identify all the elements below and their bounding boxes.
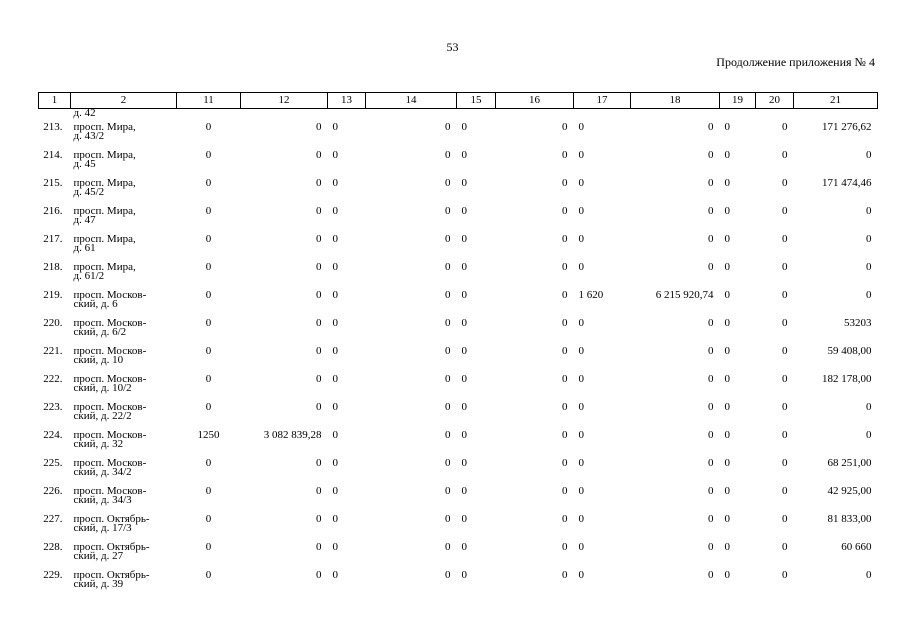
value-cell: 0 <box>866 205 872 217</box>
value-cell: 0 <box>562 373 568 385</box>
page-number: 53 <box>446 40 459 54</box>
value-cell: 0 <box>445 261 451 273</box>
value-cell: 0 <box>316 205 322 217</box>
value-cell: 0 <box>578 457 584 469</box>
value-cell: 0 <box>782 457 788 469</box>
address-line-1: просп. Москов- <box>73 429 147 441</box>
value-cell: 0 <box>445 233 451 245</box>
value-cell: 0 <box>205 233 212 245</box>
row-number: 215. <box>43 177 63 189</box>
address-line-1: просп. Москов- <box>73 457 147 469</box>
address-line-2: ский, д. 17/3 <box>73 522 132 534</box>
value-cell: 0 <box>461 149 467 161</box>
value-cell: 0 <box>578 569 584 581</box>
address-line-1: просп. Мира, <box>73 261 136 273</box>
value-cell: 0 <box>316 233 322 245</box>
value-cell: 0 <box>708 513 714 525</box>
value-cell: 0 <box>578 513 584 525</box>
value-cell: 0 <box>724 205 730 217</box>
value-cell: 0 <box>724 485 730 497</box>
address-line-1: просп. Октябрь- <box>73 569 150 581</box>
table-row <box>39 123 878 151</box>
address-cell <box>71 515 177 543</box>
value-cell: 0 <box>332 317 338 329</box>
address-cell <box>71 347 177 375</box>
address-line-2: д. 61/2 <box>73 270 105 282</box>
value-cell: 0 <box>562 205 568 217</box>
value-cell: 0 <box>782 205 788 217</box>
value-cell: 0 <box>316 569 322 581</box>
value-cell: 0 <box>708 429 714 441</box>
value-cell: 0 <box>332 121 338 133</box>
address-cell <box>71 459 177 487</box>
column-header: 15 <box>457 93 496 109</box>
value-cell: 0 <box>866 569 872 581</box>
value-cell: 0 <box>332 233 338 245</box>
value-cell: 0 <box>708 345 714 357</box>
value-cell: 0 <box>578 373 584 385</box>
address-line-2: ский, д. 34/3 <box>73 494 132 506</box>
table-row <box>39 263 878 291</box>
row-number: 226. <box>43 485 63 497</box>
value-cell: 0 <box>445 345 451 357</box>
address-line-2: ский, д. 22/2 <box>73 410 132 422</box>
address-line-2: ский, д. 27 <box>73 550 124 562</box>
address-line-1: просп. Москов- <box>73 373 147 385</box>
value-cell: 0 <box>461 345 467 357</box>
table-row <box>39 375 878 403</box>
row-number: 218. <box>43 261 63 273</box>
address-cell <box>71 319 177 347</box>
address-line-1: просп. Москов- <box>73 401 147 413</box>
value-cell: 0 <box>461 261 467 273</box>
value-cell: 0 <box>205 177 212 189</box>
address-line-1: просп. Москов- <box>73 345 147 357</box>
row-number: 213. <box>43 121 63 133</box>
value-cell: 0 <box>724 373 730 385</box>
value-cell: 0 <box>316 317 322 329</box>
value-cell: 0 <box>461 205 467 217</box>
table-row <box>39 459 878 487</box>
value-cell: 0 <box>332 513 338 525</box>
value-cell: 0 <box>461 289 467 301</box>
value-cell: 0 <box>578 205 584 217</box>
value-cell: 0 <box>562 317 568 329</box>
value-cell: 0 <box>782 149 788 161</box>
value-cell: 0 <box>205 457 212 469</box>
value-cell: 0 <box>708 261 714 273</box>
value-cell: 0 <box>578 485 584 497</box>
value-cell: 0 <box>332 345 338 357</box>
address-line-1: просп. Октябрь- <box>73 541 150 553</box>
table-row <box>39 515 878 543</box>
address-cell <box>71 123 177 151</box>
address-cell <box>71 403 177 431</box>
value-cell: 0 <box>866 233 872 245</box>
value-cell: 0 <box>578 149 584 161</box>
value-cell: 0 <box>461 569 467 581</box>
value-cell: 53203 <box>844 317 872 329</box>
value-cell: 0 <box>578 541 584 553</box>
value-cell: 0 <box>782 541 788 553</box>
value-cell: 0 <box>461 541 467 553</box>
value-cell: 0 <box>445 541 451 553</box>
table-row <box>39 207 878 235</box>
table-row <box>39 487 878 515</box>
value-cell: 0 <box>205 121 212 133</box>
value-cell: 0 <box>578 121 584 133</box>
value-cell: 0 <box>708 485 714 497</box>
value-cell: 0 <box>724 457 730 469</box>
value-cell: 0 <box>445 457 451 469</box>
value-cell: 0 <box>724 289 730 301</box>
value-cell: 0 <box>578 401 584 413</box>
row-number: 222. <box>43 373 63 385</box>
address-cell <box>71 487 177 515</box>
address-line-1: просп. Мира, <box>73 149 136 161</box>
appendix-continuation-label: Продолжение приложения № 4 <box>716 55 875 69</box>
value-cell: 0 <box>782 345 788 357</box>
value-cell: 171 474,46 <box>822 177 872 189</box>
value-cell: 0 <box>578 261 584 273</box>
column-header: 13 <box>328 93 366 109</box>
table-row <box>39 151 878 179</box>
table-row <box>39 235 878 263</box>
table-row <box>39 347 878 375</box>
table-row <box>39 403 878 431</box>
address-cell <box>71 291 177 319</box>
value-cell: 0 <box>724 121 730 133</box>
value-cell: 0 <box>461 513 467 525</box>
address-line-2: ский, д. 6/2 <box>73 326 127 338</box>
value-cell: 0 <box>782 513 788 525</box>
value-cell: 0 <box>782 429 788 441</box>
value-cell: 0 <box>332 401 338 413</box>
value-cell: 0 <box>316 345 322 357</box>
value-cell: 0 <box>205 569 212 581</box>
value-cell: 42 925,00 <box>827 485 872 497</box>
value-cell: 68 251,00 <box>827 457 872 469</box>
value-cell: 59 408,00 <box>827 345 872 357</box>
value-cell: 0 <box>724 513 730 525</box>
value-cell: 1250 <box>197 429 220 441</box>
address-line-2: д. 45 <box>73 158 96 170</box>
value-cell: 0 <box>724 429 730 441</box>
row-number: 227. <box>43 513 63 525</box>
value-cell: 0 <box>461 401 467 413</box>
value-cell: 0 <box>562 233 568 245</box>
address-cell <box>71 431 177 459</box>
value-cell: 0 <box>316 485 322 497</box>
value-cell: 6 215 920,74 <box>655 289 714 301</box>
value-cell: 0 <box>461 121 467 133</box>
address-line-2: д. 45/2 <box>73 186 105 198</box>
value-cell: 81 833,00 <box>827 513 872 525</box>
value-cell: 0 <box>578 345 584 357</box>
value-cell: 0 <box>461 457 467 469</box>
data-table <box>38 92 878 599</box>
value-cell: 0 <box>332 569 338 581</box>
value-cell: 0 <box>866 149 872 161</box>
value-cell: 0 <box>332 373 338 385</box>
header-row <box>39 93 878 109</box>
value-cell: 0 <box>316 177 322 189</box>
value-cell: 0 <box>445 121 451 133</box>
value-cell: 0 <box>316 541 322 553</box>
table-row <box>39 109 878 124</box>
value-cell: 182 178,00 <box>822 373 872 385</box>
row-number: 219. <box>43 289 63 301</box>
address-cell <box>71 235 177 263</box>
value-cell: 0 <box>578 429 584 441</box>
value-cell: 0 <box>708 205 714 217</box>
value-cell: 0 <box>461 373 467 385</box>
value-cell: 0 <box>445 513 451 525</box>
value-cell: 0 <box>445 149 451 161</box>
address-cell <box>71 375 177 403</box>
value-cell: 0 <box>782 569 788 581</box>
column-header: 21 <box>794 93 878 109</box>
column-header: 20 <box>756 93 794 109</box>
value-cell: 0 <box>708 317 714 329</box>
column-header: 2 <box>71 93 177 109</box>
row-number: 216. <box>43 205 63 217</box>
table-row <box>39 543 878 571</box>
value-cell: 0 <box>724 317 730 329</box>
value-cell: 0 <box>708 569 714 581</box>
value-cell: 0 <box>708 541 714 553</box>
value-cell: 0 <box>562 541 568 553</box>
value-cell: 0 <box>866 401 872 413</box>
value-cell: 0 <box>332 541 338 553</box>
value-cell: 0 <box>332 177 338 189</box>
value-cell: 171 276,62 <box>822 121 872 133</box>
address-cell <box>71 207 177 235</box>
address-cell <box>71 263 177 291</box>
value-cell: 0 <box>562 569 568 581</box>
address-line-2: д. 61 <box>73 242 96 254</box>
value-cell: 60 660 <box>841 541 872 553</box>
address-line-2: ский, д. 10/2 <box>73 382 132 394</box>
row-number: 223. <box>43 401 63 413</box>
value-cell: 0 <box>445 317 451 329</box>
value-cell: 0 <box>708 401 714 413</box>
value-cell: 0 <box>332 205 338 217</box>
value-cell: 0 <box>724 177 730 189</box>
value-cell: 0 <box>205 317 212 329</box>
value-cell: 0 <box>782 121 788 133</box>
value-cell: 0 <box>445 289 451 301</box>
value-cell: 0 <box>316 373 322 385</box>
column-header: 11 <box>177 93 241 109</box>
address-line-2: ский, д. 39 <box>73 578 124 590</box>
address-line-2: ский, д. 32 <box>73 438 124 450</box>
value-cell: 0 <box>562 457 568 469</box>
value-cell: 0 <box>445 485 451 497</box>
row-number: 220. <box>43 317 63 329</box>
value-cell: 0 <box>316 149 322 161</box>
value-cell: 0 <box>782 317 788 329</box>
value-cell: 0 <box>866 261 872 273</box>
value-cell: 0 <box>782 289 788 301</box>
value-cell: 0 <box>332 485 338 497</box>
value-cell: 0 <box>724 149 730 161</box>
value-cell: 0 <box>578 317 584 329</box>
address-cell: д. 42 <box>73 107 96 119</box>
table-row <box>39 319 878 347</box>
table-row <box>39 571 878 599</box>
value-cell: 0 <box>782 177 788 189</box>
address-cell <box>71 543 177 571</box>
value-cell: 0 <box>205 261 212 273</box>
value-cell: 0 <box>782 261 788 273</box>
row-number: 217. <box>43 233 63 245</box>
value-cell: 0 <box>316 121 322 133</box>
value-cell: 0 <box>708 457 714 469</box>
value-cell: 0 <box>708 149 714 161</box>
value-cell: 0 <box>562 513 568 525</box>
table-row <box>39 291 878 319</box>
value-cell: 0 <box>708 233 714 245</box>
value-cell: 0 <box>445 205 451 217</box>
value-cell: 0 <box>461 177 467 189</box>
value-cell: 0 <box>445 177 451 189</box>
value-cell: 0 <box>562 429 568 441</box>
value-cell: 0 <box>461 429 467 441</box>
value-cell: 0 <box>724 541 730 553</box>
value-cell: 0 <box>782 485 788 497</box>
row-number: 228. <box>43 541 63 553</box>
value-cell: 0 <box>461 317 467 329</box>
value-cell: 0 <box>205 485 212 497</box>
value-cell: 0 <box>866 429 872 441</box>
value-cell: 0 <box>316 457 322 469</box>
value-cell: 0 <box>708 373 714 385</box>
value-cell: 0 <box>782 401 788 413</box>
value-cell: 0 <box>562 401 568 413</box>
value-cell: 0 <box>205 205 212 217</box>
address-line-1: просп. Мира, <box>73 177 136 189</box>
value-cell: 0 <box>445 373 451 385</box>
value-cell: 0 <box>562 121 568 133</box>
value-cell: 0 <box>332 429 338 441</box>
value-cell: 0 <box>461 233 467 245</box>
value-cell: 0 <box>205 401 212 413</box>
value-cell: 0 <box>708 177 714 189</box>
value-cell: 0 <box>205 149 212 161</box>
value-cell: 0 <box>724 401 730 413</box>
value-cell: 0 <box>205 373 212 385</box>
value-cell: 0 <box>316 289 322 301</box>
row-number: 229. <box>43 569 63 581</box>
value-cell: 0 <box>445 569 451 581</box>
column-header: 1 <box>39 93 71 109</box>
column-header: 18 <box>631 93 720 109</box>
value-cell: 0 <box>782 233 788 245</box>
table-row <box>39 431 878 459</box>
value-cell: 0 <box>724 261 730 273</box>
address-line-2: ский, д. 10 <box>73 354 124 366</box>
address-line-1: просп. Мира, <box>73 121 136 133</box>
value-cell: 0 <box>782 373 788 385</box>
row-number: 225. <box>43 457 63 469</box>
value-cell: 0 <box>708 121 714 133</box>
value-cell: 0 <box>724 233 730 245</box>
value-cell: 0 <box>332 457 338 469</box>
value-cell: 1 620 <box>578 289 604 301</box>
address-line-1: просп. Мира, <box>73 205 136 217</box>
value-cell: 0 <box>205 513 212 525</box>
row-number: 224. <box>43 429 63 441</box>
value-cell: 0 <box>316 401 322 413</box>
value-cell: 0 <box>205 345 212 357</box>
value-cell: 0 <box>562 289 568 301</box>
column-header: 17 <box>574 93 631 109</box>
value-cell: 0 <box>562 345 568 357</box>
address-line-2: д. 47 <box>73 214 96 226</box>
value-cell: 0 <box>445 401 451 413</box>
address-cell <box>71 179 177 207</box>
address-line-1: просп. Мира, <box>73 233 136 245</box>
value-cell: 3 082 839,28 <box>263 429 322 441</box>
column-header: 14 <box>366 93 457 109</box>
address-line-1: просп. Москов- <box>73 317 147 329</box>
address-cell <box>71 571 177 599</box>
value-cell: 0 <box>332 261 338 273</box>
value-cell: 0 <box>562 261 568 273</box>
address-line-2: ский, д. 34/2 <box>73 466 132 478</box>
address-line-1: просп. Москов- <box>73 485 147 497</box>
value-cell: 0 <box>461 485 467 497</box>
column-header: 19 <box>720 93 756 109</box>
value-cell: 0 <box>578 233 584 245</box>
address-line-2: д. 43/2 <box>73 130 105 142</box>
value-cell: 0 <box>724 569 730 581</box>
value-cell: 0 <box>332 289 338 301</box>
address-cell <box>71 151 177 179</box>
value-cell: 0 <box>562 485 568 497</box>
value-cell: 0 <box>205 541 212 553</box>
value-cell: 0 <box>562 149 568 161</box>
address-line-1: просп. Москов- <box>73 289 147 301</box>
value-cell: 0 <box>866 289 872 301</box>
table-row <box>39 179 878 207</box>
value-cell: 0 <box>316 261 322 273</box>
address-line-2: ский, д. 6 <box>73 298 118 310</box>
row-number: 214. <box>43 149 63 161</box>
value-cell: 0 <box>724 345 730 357</box>
value-cell: 0 <box>562 177 568 189</box>
value-cell: 0 <box>332 149 338 161</box>
value-cell: 0 <box>316 513 322 525</box>
value-cell: 0 <box>578 177 584 189</box>
column-header: 16 <box>496 93 574 109</box>
value-cell: 0 <box>445 429 451 441</box>
value-cell: 0 <box>205 289 212 301</box>
column-header: 12 <box>241 93 328 109</box>
address-line-1: просп. Октябрь- <box>73 513 150 525</box>
row-number: 221. <box>43 345 63 357</box>
